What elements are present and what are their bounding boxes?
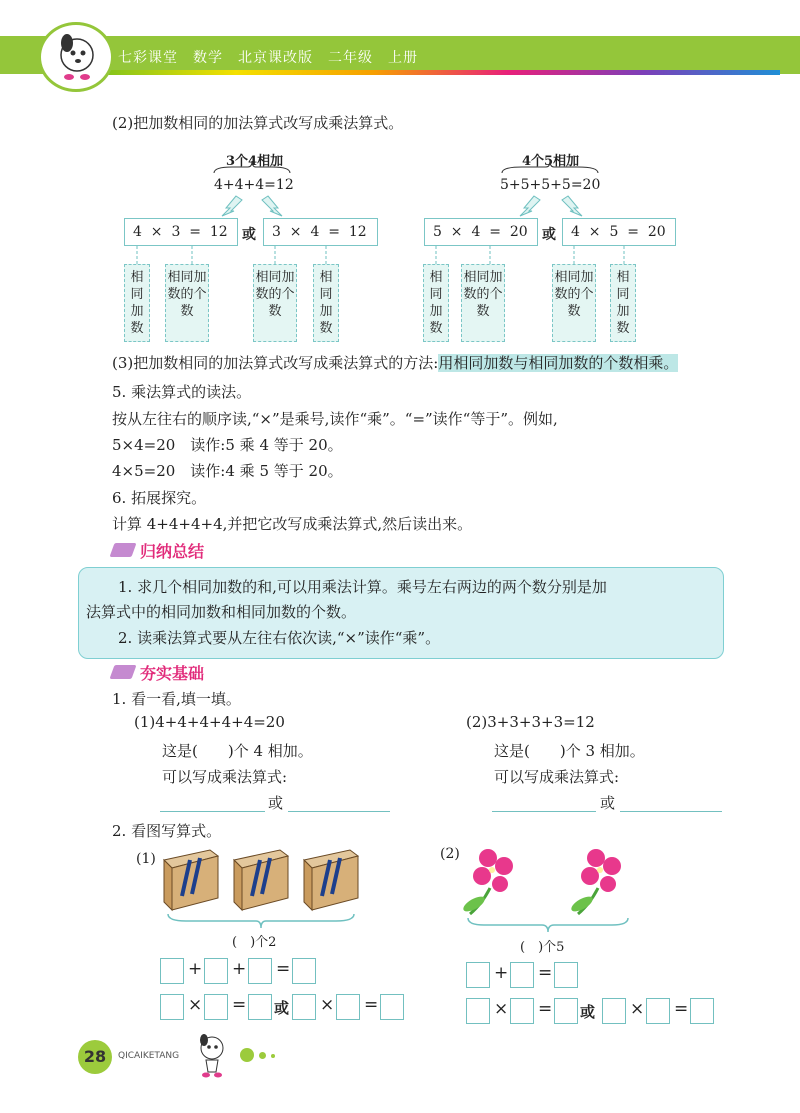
equals-sign: =	[276, 959, 291, 979]
equals-sign: =	[364, 995, 379, 1015]
summary-title: 归纳总结	[140, 542, 205, 561]
footer-dot-medium	[259, 1052, 266, 1059]
explore-heading: 6. 拓展探究。	[112, 489, 207, 507]
q2a-mul-result-2[interactable]	[380, 994, 404, 1020]
q1a-or: 或	[268, 794, 284, 812]
part2-heading: (2)把加数相同的加法算式改写成乘法算式。	[112, 114, 404, 132]
right-label-2: 相同加数的个数	[461, 264, 505, 342]
left-equation-1: 4 × 3 = 12	[124, 218, 238, 246]
q1b-answer-blank-1[interactable]	[492, 811, 596, 812]
left-caption: 3个4相加	[226, 154, 284, 169]
explore-line: 计算 4+4+4+4,并把它改写成乘法算式,然后读出来。	[112, 515, 473, 533]
reading-line-2: 5×4=20 读作:5 乘 4 等于 20。	[112, 436, 343, 454]
left-brace	[212, 160, 292, 174]
right-sum: 5+5+5+5=20	[500, 177, 601, 193]
q2a-mul-box-3[interactable]	[292, 994, 316, 1020]
left-equation-2: 3 × 4 = 12	[263, 218, 378, 246]
q2a-label: (1)	[136, 851, 156, 867]
reading-line-1: 按从左往右的顺序读,“×”是乘号,读作“乘”。“=”读作“等于”。例如,	[112, 410, 558, 428]
q2b-add-result[interactable]	[554, 962, 578, 988]
header-rainbow-stripe	[100, 70, 780, 75]
left-label-2: 相同加数的个数	[165, 264, 209, 342]
left-label-1: 相同加数	[124, 264, 150, 342]
right-or: 或	[542, 227, 556, 243]
q2b-mul-box-1[interactable]	[466, 998, 490, 1024]
q1b-or: 或	[600, 794, 616, 812]
equals-sign: =	[538, 999, 553, 1019]
times-sign: ×	[188, 995, 203, 1015]
q2b-mul-box-4[interactable]	[646, 998, 670, 1024]
flower-bunch-2	[569, 849, 621, 914]
left-label-4: 相同加数	[313, 264, 339, 342]
q2a-mul-box-2[interactable]	[204, 994, 228, 1020]
footer-mascot-icon	[192, 1032, 232, 1080]
right-label-4: 相同加数	[610, 264, 636, 342]
q2a-brace	[166, 912, 356, 930]
q2a-add-box-1[interactable]	[160, 958, 184, 984]
q2b-mul-box-3[interactable]	[602, 998, 626, 1024]
times-sign: ×	[320, 995, 335, 1015]
pencil-icon-2	[109, 665, 136, 679]
q2a-mul-box-1[interactable]	[160, 994, 184, 1020]
plus-sign: +	[494, 963, 509, 983]
footer-dot-large	[240, 1048, 254, 1062]
reading-line-3: 4×5=20 读作:4 乘 5 等于 20。	[112, 462, 343, 480]
left-label-3: 相同加数的个数	[253, 264, 297, 342]
pencil-icon	[109, 543, 136, 557]
flower-bunch-1	[461, 849, 513, 914]
q2b-caption: ( )个5	[520, 940, 565, 955]
q2a-caption: ( )个2	[232, 935, 277, 950]
times-sign: ×	[630, 999, 645, 1019]
q2a-mul-box-4[interactable]	[336, 994, 360, 1020]
part3-text	[112, 352, 678, 373]
right-arrows	[508, 192, 598, 218]
q1a-line1: 这是( )个 4 相加。	[162, 742, 313, 760]
pencil-box-2	[234, 850, 288, 910]
basics-title: 夯实基础	[140, 664, 205, 683]
footer-dot-small	[271, 1054, 275, 1058]
q2b-add-box-2[interactable]	[510, 962, 534, 988]
pencil-box-1	[164, 850, 218, 910]
plus-sign: +	[232, 959, 247, 979]
q2b-mul-box-2[interactable]	[510, 998, 534, 1024]
summary-p1-line1: 1. 求几个相同加数的和,可以用乘法计算。乘号左右两边的两个数分别是加	[118, 578, 607, 596]
plus-sign: +	[188, 959, 203, 979]
footer-brand: QICAIKETANG	[118, 1051, 180, 1061]
q1b-line1: 这是( )个 3 相加。	[494, 742, 645, 760]
part3-text-before: (3)把加数相同的加法算式改写成乘法算式的方法:	[112, 354, 439, 372]
flowers-image	[460, 844, 630, 920]
summary-p2: 2. 读乘法算式要从左往右依次读,“×”读作“乘”。	[118, 629, 441, 647]
times-sign: ×	[494, 999, 509, 1019]
q1-heading: 1. 看一看,填一填。	[112, 690, 241, 708]
left-sum: 4+4+4=12	[214, 177, 294, 193]
q1b-expr: (2)3+3+3+3=12	[466, 713, 595, 731]
q1a-line2: 可以写成乘法算式:	[162, 768, 288, 786]
right-label-1: 相同加数	[423, 264, 449, 342]
equals-sign: =	[232, 995, 247, 1015]
q2b-mul-result[interactable]	[554, 998, 578, 1024]
q1a-answer-blank-2[interactable]	[288, 811, 390, 812]
right-equation-1: 5 × 4 = 20	[424, 218, 538, 246]
header-title: 七彩课堂 数学 北京课改版 二年级 上册	[118, 50, 418, 66]
pencil-box-3	[304, 850, 358, 910]
q1a-answer-blank-1[interactable]	[160, 811, 265, 812]
left-or: 或	[242, 227, 256, 243]
q2b-brace	[466, 916, 630, 934]
right-equation-2: 4 × 5 = 20	[562, 218, 676, 246]
right-brace	[500, 160, 600, 174]
q2b-label: (2)	[440, 846, 460, 862]
equals-sign: =	[674, 999, 689, 1019]
q2a-or: 或	[274, 999, 290, 1017]
reading-heading: 5. 乘法算式的读法。	[112, 383, 252, 401]
right-label-3: 相同加数的个数	[552, 264, 596, 342]
q1a-expr: (1)4+4+4+4+4=20	[134, 713, 285, 731]
q2a-add-box-3[interactable]	[248, 958, 272, 984]
left-arrows	[212, 192, 292, 218]
left-connectors	[120, 246, 390, 264]
q2b-mul-result-2[interactable]	[690, 998, 714, 1024]
q1b-line2: 可以写成乘法算式:	[494, 768, 620, 786]
mascot-logo-icon	[38, 22, 114, 92]
summary-p1-line2: 法算式中的相同加数和相同加数的个数。	[86, 603, 357, 621]
part3-highlight: 用相同加数与相同加数的个数相乘。	[438, 354, 679, 372]
page-number: 28	[78, 1040, 112, 1074]
q2b-or: 或	[580, 1003, 596, 1021]
pencil-boxes-image	[160, 846, 360, 914]
q1b-answer-blank-2[interactable]	[620, 811, 722, 812]
q2a-mul-result[interactable]	[248, 994, 272, 1020]
q2-heading: 2. 看图写算式。	[112, 822, 222, 840]
q2a-add-result[interactable]	[292, 958, 316, 984]
right-connectors	[420, 246, 690, 264]
q2a-add-box-2[interactable]	[204, 958, 228, 984]
equals-sign: =	[538, 963, 553, 983]
q2b-add-box-1[interactable]	[466, 962, 490, 988]
right-caption: 4个5相加	[522, 154, 580, 169]
